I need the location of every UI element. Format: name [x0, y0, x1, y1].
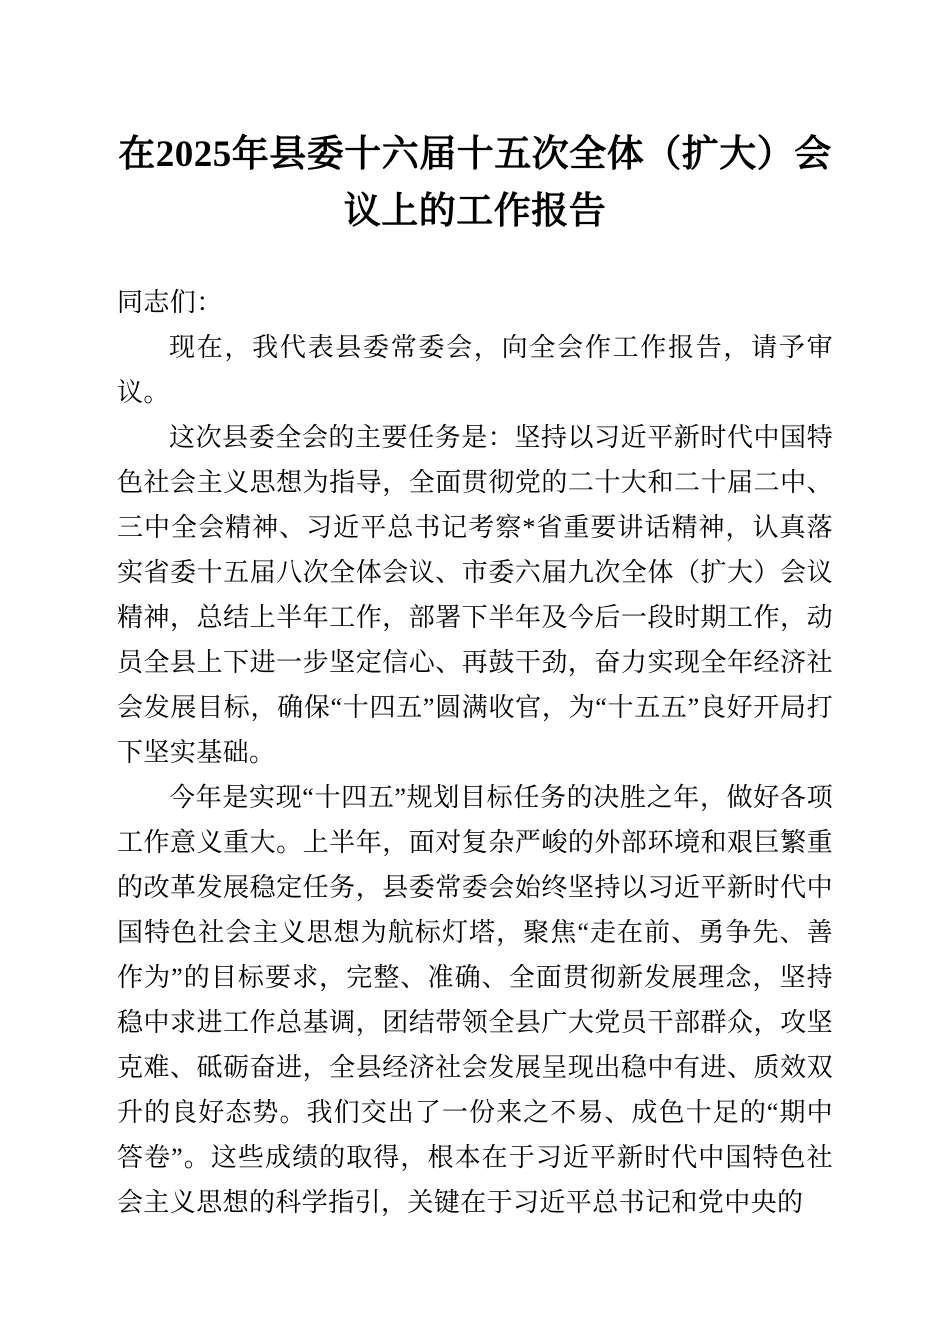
paragraph: 今年是实现“十四五”规划目标任务的决胜之年，做好各项工作意义重大。上半年，面对复杂严峻的外部环境和艰巨繁重的改革发展稳定任务，县委常委会始终坚持以习近平新时代中国特色社会主义思想为航标灯塔，聚焦“走在前、勇争先、善作为”的目标要求，完整、准确、全面贯彻新发展理念，坚持稳中求进工作总基调，团结带领全县广大党员干部群众，攻坚克难、砥砺奋进，全县经济社会发展呈现出稳中有进、质效双升的良好态势。我们交出了一份来之不易、成色十足的“期中答卷”。这些成绩的取得，根本在于习近平新时代中国特色社会主义思想的科学指引，关键在于习近平总书记和党中央的	[117, 783, 833, 1217]
paragraph: 这次县委全会的主要任务是：坚持以习近平新时代中国特色社会主义思想为指导，全面贯彻党的二十大和二十届二中、三中全会精神、习近平总书记考察*省重要讲话精神，认真落实省委十五届八次全体会议、市委六届九次全体（扩大）会议精神，总结上半年工作，部署下半年及今后一段时期工作，动员全县上下进一步坚定信心、再鼓干劲，奋力实现全年经济社会发展目标，确保“十四五”圆满收官，为“十五五”良好开局打下坚实基础。	[117, 423, 833, 767]
paragraph: 现在，我代表县委常委会，向全会作工作报告，请予审议。	[117, 333, 833, 407]
salutation-line: 同志们：	[117, 288, 223, 317]
document-title: 在2025年县委十六届十五次全体（扩大）会议上的工作报告	[118, 134, 832, 232]
document-body	[117, 280, 833, 1225]
